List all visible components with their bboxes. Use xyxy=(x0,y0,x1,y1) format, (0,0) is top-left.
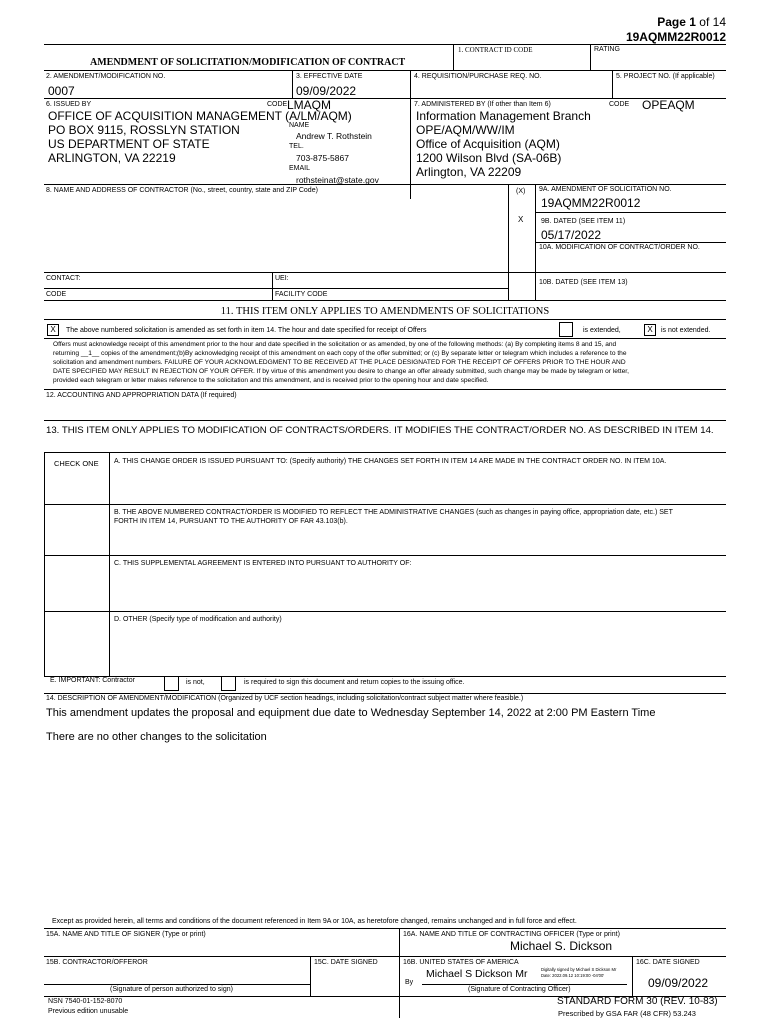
administered-by-line-5: Arlington, VA 22209 xyxy=(416,165,522,179)
effective-date-label: 3. EFFECTIVE DATE xyxy=(296,73,363,80)
solicitation-id-header: 19AQMM22R0012 xyxy=(625,30,726,44)
item12-label: 12. ACCOUNTING AND APPROPRIATION DATA (If required) xyxy=(46,392,237,399)
administered-by-line-4: 1200 Wilson Blvd (SA-06B) xyxy=(416,151,562,165)
req-no-label: 4. REQUISITION/PURCHASE REQ. NO. xyxy=(414,73,542,80)
item11-paragraph-line-1: Offers must acknowledge receipt of this amendment prior to the hour and date specified in the solicitation or as amended, by one of the following methods: (a) By completing items 8 and 15, and xyxy=(53,341,617,348)
issued-by-code-label: CODE xyxy=(267,101,288,108)
item13-c-text: C. THIS SUPPLEMENTAL AGREEMENT IS ENTERED INTO PURSUANT TO AUTHORITY OF: xyxy=(114,560,412,567)
item11-paragraph-line-2: returning __1__ copies of the amendment;(b)By acknowledging receipt of this amendment on each copy of the offer submitted; or (c) By separate letter or telegram which includes a reference to the xyxy=(53,350,627,357)
issued-by-code: LMAQM xyxy=(287,98,332,112)
item11-extended-checkbox[interactable] xyxy=(559,322,573,337)
amendment-no: 0007 xyxy=(48,84,75,98)
item13-important-label: E. IMPORTANT: Contractor xyxy=(50,677,135,684)
item16c-label: 16C. DATE SIGNED xyxy=(636,959,700,966)
administered-by-label: 7. ADMINISTERED BY (If other than Item 6) xyxy=(414,101,551,108)
item16c-date: 09/09/2022 xyxy=(648,976,709,990)
form-title: AMENDMENT OF SOLICITATION/MODIFICATION OF CONTRACT xyxy=(90,57,406,68)
project-no-label: 5. PROJECT NO. (If applicable) xyxy=(616,73,715,80)
page-number: Page 1 of 14 xyxy=(657,15,726,29)
issued-by-label: 6. ISSUED BY xyxy=(46,101,92,108)
item13-a-text: A. THIS CHANGE ORDER IS ISSUED PURSUANT TO: (Specify authority) THE CHANGES SET FORTH IN ITEM 14 ARE MADE IN THE CONTRACT ORDER NO. IN ITEM 10A. xyxy=(114,458,667,465)
issued-by-line-3: US DEPARTMENT OF STATE xyxy=(48,137,210,151)
issued-by-email-label: EMAIL xyxy=(289,165,311,172)
contract-id-label: 1. CONTRACT ID CODE xyxy=(458,46,533,54)
uei-label: UEI: xyxy=(275,275,289,282)
sig-officer-label: (Signature of Contracting Officer) xyxy=(468,986,571,993)
item16b-label: 16B. UNITED STATES OF AMERICA xyxy=(403,959,519,966)
item15b-label: 15B. CONTRACTOR/OFFEROR xyxy=(46,959,148,966)
item11-statement: The above numbered solicitation is amended as set forth in item 14. The hour and date specified for receipt of Offers xyxy=(66,327,427,334)
item13-b-text-1: B. THE ABOVE NUMBERED CONTRACT/ORDER IS MODIFIED TO REFLECT THE ADMINISTRATIVE CHANGES (such as changes in paying office, appropriation date, etc.) SET xyxy=(114,509,673,516)
item10a-label: 10A. MODIFICATION OF CONTRACT/ORDER NO. xyxy=(539,244,700,251)
item9a-value: 19AQMM22R0012 xyxy=(541,196,641,210)
issued-by-name-label: NAME xyxy=(289,122,310,129)
contractor-is-not-checkbox[interactable] xyxy=(164,676,179,691)
item11-not-extended-label: is not extended. xyxy=(661,327,711,334)
amendment-no-label: 2. AMENDMENT/MODIFICATION NO. xyxy=(46,73,166,80)
issued-by-tel: 703-875-5867 xyxy=(296,153,349,163)
rating-label: RATING xyxy=(594,46,620,53)
issued-by-line-2: PO BOX 9115, ROSSLYN STATION xyxy=(48,123,240,137)
previous-edition-label: Previous edition unusable xyxy=(48,1008,129,1015)
digital-signature-name: Michael S Dickson Mr xyxy=(426,968,528,980)
item9b-label: 9B. DATED (SEE ITEM 11) xyxy=(541,218,626,225)
rule xyxy=(44,44,726,45)
issued-by-email: rothsteinat@state.gov xyxy=(296,175,379,185)
code-label: CODE xyxy=(46,291,67,298)
digital-signature-note-2: Date: 2022.09.12 10:19:00 -04'00' xyxy=(541,973,605,978)
check-one-label: CHECK ONE xyxy=(54,459,99,468)
administered-by-code: OPEAQM xyxy=(642,98,695,112)
by-label: By xyxy=(405,979,414,986)
contractor-is-not-label: is not, xyxy=(186,679,205,686)
item11-extended-label: is extended, xyxy=(583,327,621,334)
item14-label: 14. DESCRIPTION OF AMENDMENT/MODIFICATION (Organized by UCF section headings, including solicitation/contract subject matter where feasible.) xyxy=(46,695,524,702)
prescribed-label: Prescribed by GSA FAR (48 CFR) 53.243 xyxy=(558,1009,696,1018)
contractor-is-required-label: is required to sign this document and return copies to the issuing office. xyxy=(244,679,465,686)
administered-by-code-label: CODE xyxy=(609,101,630,108)
issued-by-tel-label: TEL. xyxy=(289,143,304,150)
item11-title: 11. THIS ITEM ONLY APPLIES TO AMENDMENTS OF SOLICITATIONS xyxy=(220,306,550,317)
item14-line-2: There are no other changes to the solicitation xyxy=(46,731,267,743)
except-text: Except as provided herein, all terms and conditions of the document referenced in Item 9A or 10A, as heretofore changed, remains unchanged and in full force and effect. xyxy=(52,918,577,925)
issued-by-line-1: OFFICE OF ACQUISITION MANAGEMENT (A/LM/AQM) xyxy=(48,109,352,123)
item13-d-text: D. OTHER (Specify type of modification and authority) xyxy=(114,616,282,623)
item11-amended-checkbox[interactable]: X xyxy=(47,324,59,336)
issued-by-name: Andrew T. Rothstein xyxy=(296,131,372,141)
item9-x-mark: X xyxy=(518,215,524,224)
x-column-header: (X) xyxy=(516,188,526,195)
issued-by-line-4: ARLINGTON, VA 22219 xyxy=(48,151,176,165)
facility-code-label: FACILITY CODE xyxy=(275,291,328,298)
item11-paragraph-line-5: provided each telegram or letter makes reference to the solicitation and this amendment, and is received prior to the opening hour and date specified. xyxy=(53,377,489,384)
contractor-is-required-checkbox[interactable] xyxy=(221,676,236,691)
item9a-label: 9A. AMENDMENT OF SOLICITATION NO. xyxy=(539,186,672,193)
item13-b-text-2: FORTH IN ITEM 14, PURSUANT TO THE AUTHORITY OF FAR 43.103(b). xyxy=(114,518,348,525)
item13-title: 13. THIS ITEM ONLY APPLIES TO MODIFICATION OF CONTRACTS/ORDERS. IT MODIFIES THE CONTRACT/ORDER NO. AS DESCRIBED IN ITEM 14. xyxy=(46,425,714,436)
item11-not-extended-checkbox[interactable]: X xyxy=(644,324,656,336)
item16a-value: Michael S. Dickson xyxy=(510,939,613,953)
contact-label: CONTACT: xyxy=(46,275,81,282)
digital-signature-note-1: Digitally signed by Michael S Dickson Mr xyxy=(541,967,617,972)
contractor-label: 8. NAME AND ADDRESS OF CONTRACTOR (No., street, country, state and ZIP Code) xyxy=(46,187,318,194)
item9b-value: 05/17/2022 xyxy=(541,228,602,242)
item16a-label: 16A. NAME AND TITLE OF CONTRACTING OFFICER (Type or print) xyxy=(403,931,620,938)
item11-paragraph-line-4: DATE SPECIFIED MAY RESULT IN REJECTION OF YOUR OFFER. If by virtue of this amendment you desire to change an offer already submitted, such change may be made by telegram or letter, xyxy=(53,368,629,375)
standard-form-label: STANDARD FORM 30 (REV. 10-83) xyxy=(557,996,718,1007)
nsn-label: NSN 7540-01-152-8070 xyxy=(48,998,123,1005)
effective-date: 09/09/2022 xyxy=(296,84,357,98)
administered-by-line-1: Information Management Branch xyxy=(416,109,591,123)
item10b-label: 10B. DATED (SEE ITEM 13) xyxy=(539,279,628,286)
item15c-label: 15C. DATE SIGNED xyxy=(314,959,378,966)
item11-paragraph-line-3: solicitation and amendment numbers. FAILURE OF YOUR ACKNOWLEDGMENT TO BE RECEIVED AT THE PLACE DESIGNATED FOR THE RECEIPT OF OFFERS PRIOR TO THE HOUR AND xyxy=(53,359,626,366)
sig-person-label: (Signature of person authorized to sign) xyxy=(110,986,233,993)
administered-by-line-2: OPE/AQM/WW/IM xyxy=(416,123,515,137)
administered-by-line-3: Office of Acquisition (AQM) xyxy=(416,137,560,151)
item14-line-1: This amendment updates the proposal and equipment due date to Wednesday September 14, 2022 at 2:00 PM Eastern Time xyxy=(46,707,656,719)
item15a-label: 15A. NAME AND TITLE OF SIGNER (Type or print) xyxy=(46,931,206,938)
